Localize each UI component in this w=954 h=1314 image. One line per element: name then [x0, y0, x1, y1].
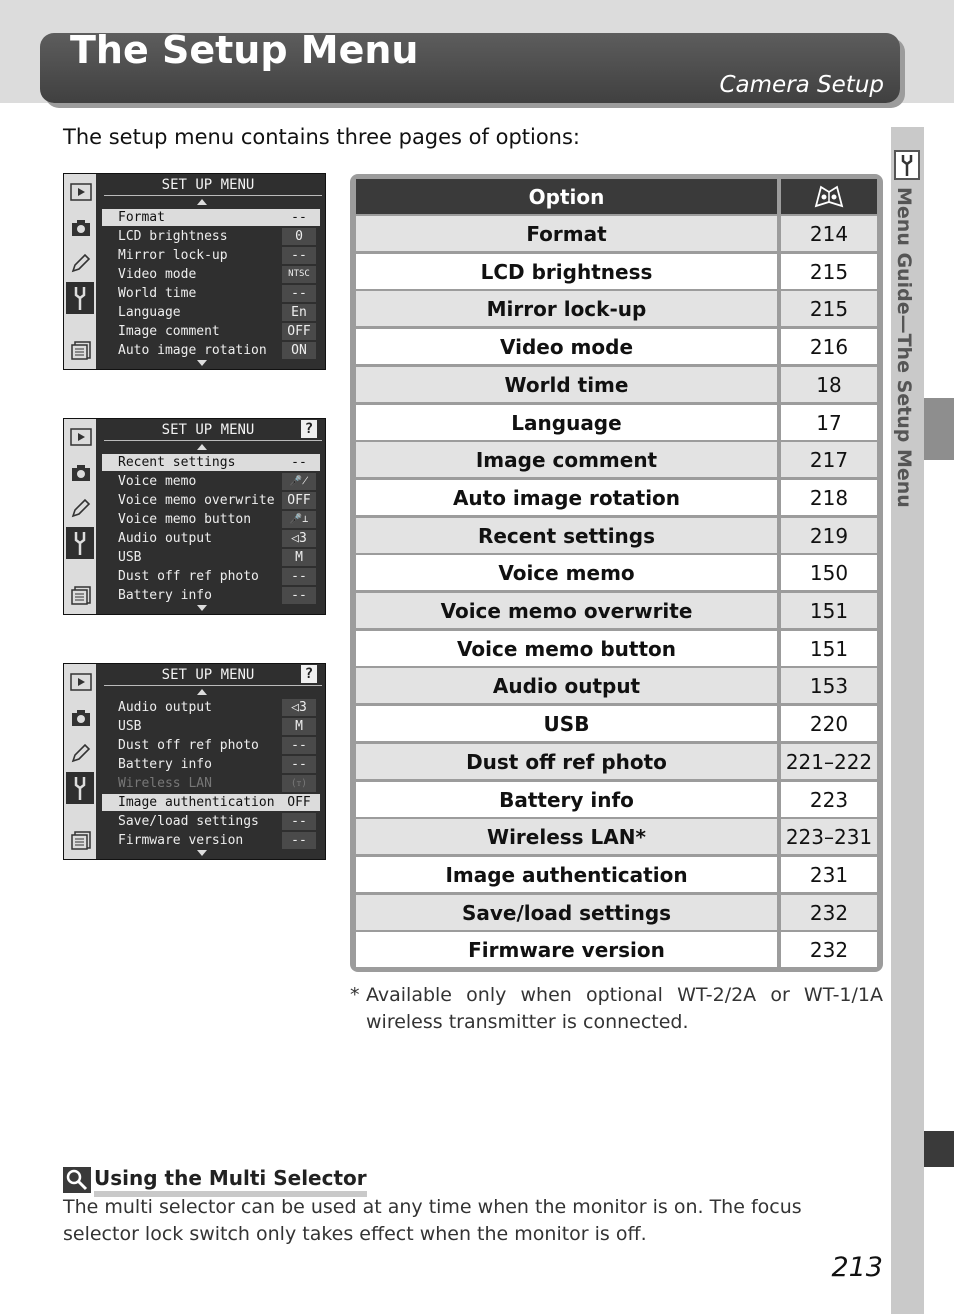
side-tab [891, 127, 924, 1314]
table-row-option: Recent settings [356, 518, 777, 553]
table-row-option: Language [356, 405, 777, 440]
tip-title: Using the Multi Selector [94, 1165, 367, 1197]
screen-row: USB M [102, 549, 320, 566]
footnote-mark: * [350, 984, 360, 1006]
scroll-up-icon [197, 444, 207, 450]
screen-divider [104, 195, 322, 196]
scroll-down-icon [197, 605, 207, 611]
table-row-option: Voice memo [356, 555, 777, 590]
table-row-page: 220 [781, 706, 877, 741]
footnote [350, 982, 883, 1036]
scroll-up-icon [197, 199, 207, 205]
pencil-icon [70, 743, 92, 763]
recent-settings-icon [70, 340, 92, 360]
camera-icon [70, 218, 92, 238]
screen-row: Mirror lock-up -- [102, 247, 320, 264]
screen-title: SET UP MENU [161, 667, 255, 683]
column-header-page [781, 179, 877, 214]
screen-row: USB M [102, 718, 320, 735]
table-row-option: Video mode [356, 329, 777, 364]
screen-row: Save/load settings -- [102, 813, 320, 830]
table-row-page: 223 [781, 782, 877, 817]
table-row-option: Voice memo overwrite [356, 593, 777, 628]
scroll-down-icon [197, 850, 207, 856]
screen-row: Battery info -- [102, 756, 320, 773]
page-title: The Setup Menu [70, 28, 419, 72]
footnote-text: Available only when optional WT-2/2A or WT-1/1A wireless transmitter is connected. [366, 984, 883, 1033]
table-row-option: LCD brightness [356, 254, 777, 289]
wrench-tab-icon [66, 772, 94, 804]
page-reference-icon [814, 184, 844, 210]
page-number: 213 [831, 1252, 883, 1283]
screen-row: Image authentication OFF [102, 794, 320, 811]
screen-row: Battery info -- [102, 587, 320, 604]
camera-icon [70, 463, 92, 483]
table-row-option: Firmware version [356, 932, 777, 967]
screen-row: LCD brightness 0 [102, 228, 320, 245]
table-row-page: 223–231 [781, 819, 877, 854]
camera-screen-page-2 [63, 418, 326, 615]
thumb-index-marker-dark [924, 1131, 954, 1167]
table-row-page: 218 [781, 480, 877, 515]
thumb-index-marker [924, 398, 954, 460]
screen-row: Firmware version -- [102, 832, 320, 849]
table-row-page: 18 [781, 367, 877, 402]
table-row-page: 219 [781, 518, 877, 553]
screen-row: Dust off ref photo -- [102, 568, 320, 585]
table-row-option: Save/load settings [356, 895, 777, 930]
table-row-page: 221–222 [781, 744, 877, 779]
table-row-page: 215 [781, 291, 877, 326]
column-header-option: Option [356, 179, 777, 214]
playback-icon [70, 182, 92, 202]
screen-divider [104, 685, 322, 686]
screen-row: Audio output ◁3 [102, 699, 320, 716]
screen-row: Recent settings -- [102, 454, 320, 471]
screen-row: Auto image rotation ON [102, 342, 320, 359]
camera-screen-page-1 [63, 173, 326, 370]
table-row-page: 151 [781, 593, 877, 628]
screen-row: Dust off ref photo -- [102, 737, 320, 754]
screen-row: Voice memo 🎤̸ [102, 473, 320, 490]
playback-icon [70, 427, 92, 447]
table-row-option: Format [356, 216, 777, 251]
help-icon: ? [301, 665, 317, 683]
scroll-up-icon [197, 689, 207, 695]
scroll-down-icon [197, 360, 207, 366]
table-row-page: 232 [781, 895, 877, 930]
recent-settings-icon [70, 830, 92, 850]
screen-row: Format -- [102, 209, 320, 226]
side-tab-label: Menu Guide—The Setup Menu [893, 187, 915, 508]
table-row-option: Image authentication [356, 857, 777, 892]
screen-row: Audio output ◁3 [102, 530, 320, 547]
screen-title: SET UP MENU [161, 422, 255, 438]
screen-title: SET UP MENU [161, 177, 255, 193]
help-icon: ? [301, 420, 317, 438]
screen-row: Wireless LAN (ᴛ) [102, 775, 320, 792]
screen-row: Video mode NTSC [102, 266, 320, 283]
table-row-page: 214 [781, 216, 877, 251]
wrench-icon [894, 150, 920, 180]
screen-row: Image comment OFF [102, 323, 320, 340]
table-row-option: Auto image rotation [356, 480, 777, 515]
screen-row: Voice memo overwrite OFF [102, 492, 320, 509]
table-row-option: Dust off ref photo [356, 744, 777, 779]
table-row-page: 232 [781, 932, 877, 967]
table-row-option: World time [356, 367, 777, 402]
screen-row: Language En [102, 304, 320, 321]
table-row-option: Battery info [356, 782, 777, 817]
section-label: Camera Setup [719, 72, 884, 98]
options-table [350, 174, 883, 972]
screen-row: Voice memo button 🎤⊥ [102, 511, 320, 528]
camera-screen-page-3 [63, 663, 326, 860]
table-row-option: Image comment [356, 442, 777, 477]
recent-settings-icon [70, 585, 92, 605]
table-row-page: 217 [781, 442, 877, 477]
intro-text: The setup menu contains three pages of options: [63, 125, 581, 149]
table-row-option: Mirror lock-up [356, 291, 777, 326]
wrench-tab-icon [66, 282, 94, 314]
table-row-option: Voice memo button [356, 631, 777, 666]
menu-tab-strip [64, 664, 96, 859]
table-row-page: 231 [781, 857, 877, 892]
table-row-option: Audio output [356, 668, 777, 703]
table-row-page: 216 [781, 329, 877, 364]
magnifier-icon [63, 1167, 91, 1193]
table-row-option: Wireless LAN* [356, 819, 777, 854]
table-row-page: 215 [781, 254, 877, 289]
title-banner [40, 28, 900, 103]
table-row-page: 150 [781, 555, 877, 590]
pencil-icon [70, 498, 92, 518]
menu-tab-strip [64, 174, 96, 369]
screen-divider [104, 440, 322, 441]
playback-icon [70, 672, 92, 692]
tip-body: The multi selector can be used at any time when the monitor is on. The focus selector lock switch only takes effect when the monitor is off. [63, 1196, 802, 1245]
table-row-page: 17 [781, 405, 877, 440]
screen-row: World time -- [102, 285, 320, 302]
wrench-tab-icon [66, 527, 94, 559]
camera-icon [70, 708, 92, 728]
table-row-option: USB [356, 706, 777, 741]
pencil-icon [70, 253, 92, 273]
table-row-page: 151 [781, 631, 877, 666]
table-row-page: 153 [781, 668, 877, 703]
menu-tab-strip [64, 419, 96, 614]
